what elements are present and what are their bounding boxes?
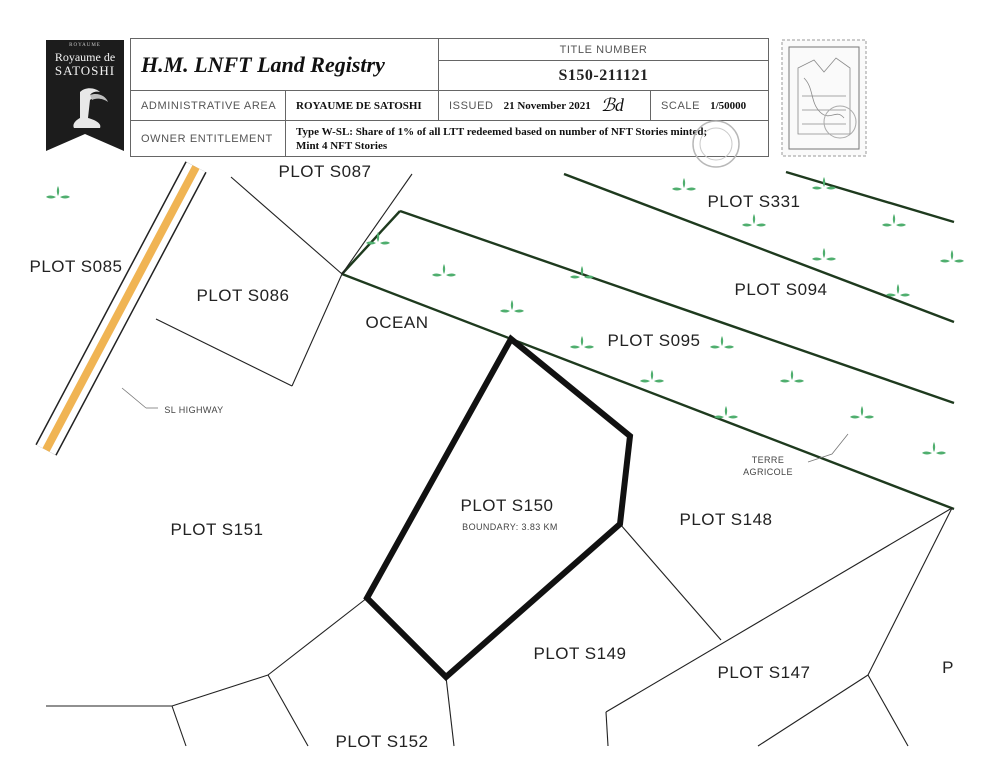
plot-s147-label[interactable]: PLOT S147: [717, 663, 811, 682]
postage-stamp: [780, 38, 868, 158]
plot-s148-label[interactable]: PLOT S148: [679, 510, 773, 529]
leaf-icon: [940, 250, 964, 263]
land-map: [29, 162, 954, 751]
plot-s149-label[interactable]: PLOT S149: [533, 644, 627, 663]
registry-title: H.M. LNFT Land Registry: [141, 51, 385, 77]
leaf-icon: [812, 177, 836, 190]
scale-value: 1/50000: [710, 99, 747, 112]
issued-label: ISSUED: [449, 99, 494, 112]
leaf-icon: [812, 248, 836, 261]
boundary-length: BOUNDARY: 3.83 KM: [462, 522, 558, 532]
plot-edge-label[interactable]: P: [942, 658, 954, 677]
plot-s095-label[interactable]: PLOT S095: [607, 331, 701, 350]
badge-small-text: ROYAUME: [69, 43, 101, 48]
badge-line2: SATOSHI: [54, 63, 116, 78]
admin-area-label: ADMINISTRATIVE AREA: [131, 91, 286, 121]
registry-title-cell: [131, 39, 439, 91]
plot-s152-label[interactable]: PLOT S152: [335, 732, 429, 751]
leaf-icon: [714, 406, 738, 419]
issued-date: 21 November 2021: [503, 99, 591, 112]
admin-area-value: ROYAUME DE SATOSHI: [286, 91, 439, 121]
plot-s094-label[interactable]: PLOT S094: [734, 280, 828, 299]
plot-s331-label[interactable]: PLOT S331: [707, 192, 801, 211]
leaf-icon: [882, 214, 906, 227]
title-number: S150-211121: [439, 61, 769, 91]
title-number-label: TITLE NUMBER: [439, 39, 769, 61]
owner-line2: Mint 4 NFT Stories: [296, 139, 388, 152]
scale-cell: [651, 91, 769, 121]
leaf-icon: [710, 336, 734, 349]
leaf-icon: [432, 264, 456, 277]
badge-line1: Royaume de: [54, 50, 116, 64]
plot-s150-label[interactable]: PLOT S150: [460, 496, 554, 515]
leaf-icon: [640, 370, 664, 383]
leaf-icon: [780, 370, 804, 383]
registry-header: [130, 38, 769, 157]
terre-agricole-line2: AGRICOLE: [743, 467, 793, 477]
plot-s151-label[interactable]: PLOT S151: [170, 520, 264, 539]
scale-label: SCALE: [661, 99, 701, 112]
terre-agricole-label: [743, 454, 793, 478]
terre-agricole-line1: TERRE: [751, 455, 785, 465]
leaf-icon: [570, 336, 594, 349]
leaf-icon: [886, 284, 910, 297]
royaume-badge: [46, 40, 124, 151]
leaf-icon: [742, 214, 766, 227]
owner-entitlement-label: OWNER ENTITLEMENT: [131, 121, 286, 157]
leaf-icon: [850, 406, 874, 419]
signature: ℬd: [600, 95, 624, 115]
highway-label: SL HIGHWAY: [164, 405, 224, 415]
leaf-icon: [500, 300, 524, 313]
leaf-icon: [672, 178, 696, 191]
issued-cell: [439, 91, 651, 121]
owner-line1: Type W-SL: Share of 1% of all LTT redeemed based on number of NFT Stories minted;: [296, 125, 708, 138]
plot-s085-label[interactable]: PLOT S085: [29, 257, 123, 276]
plot-s086-label[interactable]: PLOT S086: [196, 286, 290, 305]
leaf-icon: [46, 186, 70, 199]
ocean-label: OCEAN: [365, 313, 429, 332]
plot-s087-label[interactable]: PLOT S087: [278, 162, 372, 181]
ink-seal-icon: [686, 118, 746, 170]
leaf-icon: [922, 442, 946, 455]
